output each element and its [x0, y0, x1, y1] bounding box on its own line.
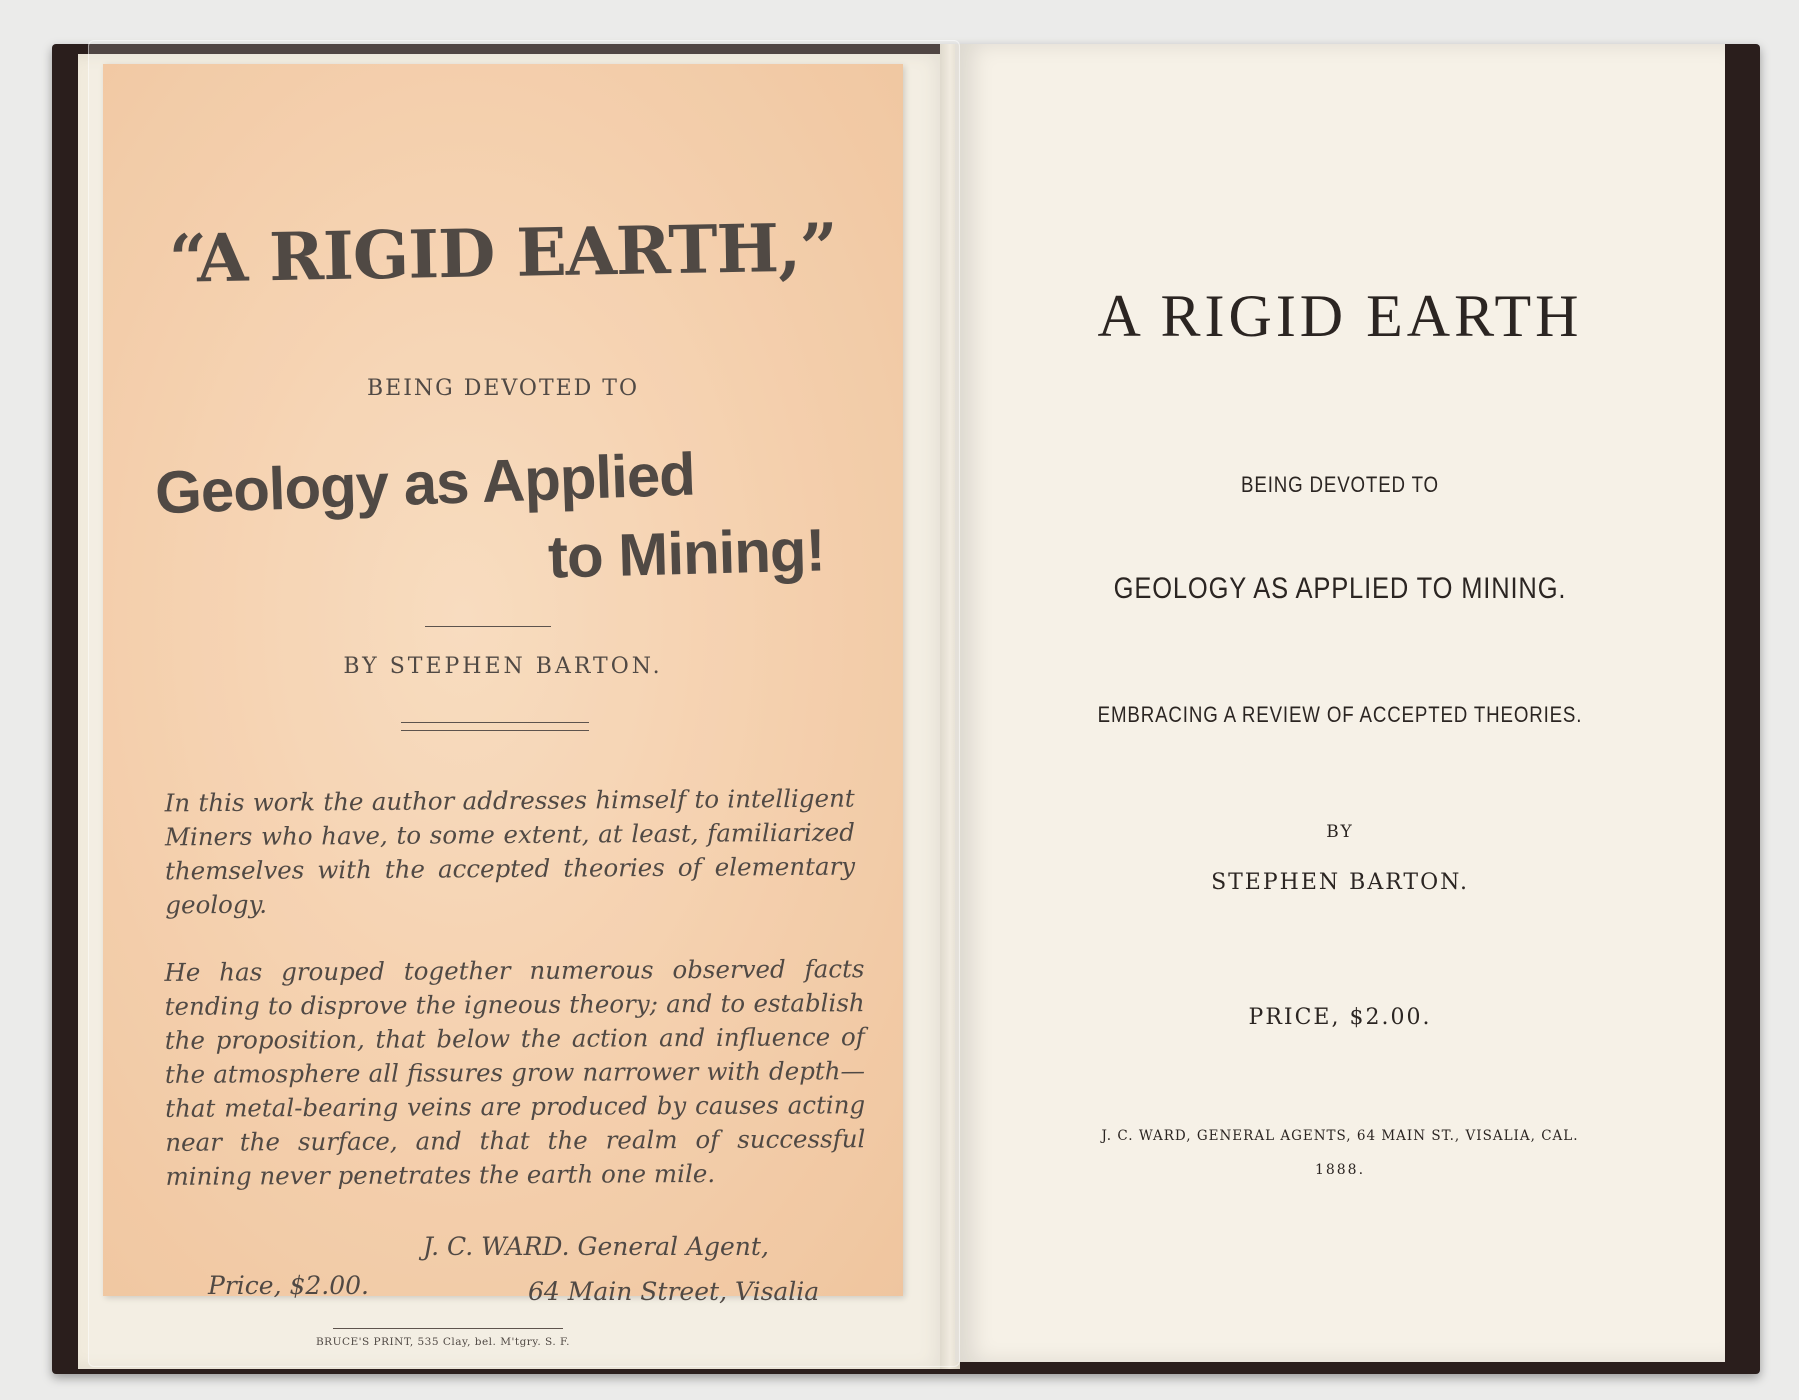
- title-page-embracing: EMBRACING A REVIEW OF ACCEPTED THEORIES.: [1097, 702, 1583, 727]
- flyer-agent: J. C. WARD. General Agent,: [423, 1232, 769, 1261]
- title-page-devoted: BEING DEVOTED TO: [1241, 472, 1439, 497]
- title-page-title: A RIGID EARTH: [1097, 283, 1583, 349]
- flyer-title: “A RIGID EARTH,”: [168, 208, 838, 298]
- flyer-headline-line2: to Mining!: [547, 516, 826, 591]
- flyer-headline-line1: Geology as Applied: [153, 440, 696, 527]
- flyer-address: 64 Main Street, Visalia: [528, 1277, 820, 1306]
- flyer-price: Price, $2.00.: [208, 1271, 369, 1300]
- flyer-subtitle: BEING DEVOTED TO: [366, 376, 640, 401]
- title-page-author: STEPHEN BARTON.: [1211, 870, 1469, 895]
- title-page-subject: GEOLOGY AS APPLIED TO MINING.: [1113, 572, 1567, 605]
- title-page-by: BY: [1326, 822, 1354, 842]
- title-page-publisher: J. C. WARD, GENERAL AGENTS, 64 MAIN ST., VISALIA, CAL.: [1101, 1128, 1579, 1144]
- plastic-sleeve: [88, 40, 960, 1367]
- title-page-year: 1888.: [1314, 1162, 1366, 1178]
- flyer-paragraph-2: He has grouped together numerous observed facts tending to disprove the igneous theory; and to establish the proposition, that below the action and influence of the atmosphere all fissures grow narrower with depth—that metal-bearing veins are produced by causes acting near the surface, and that the realm of successful mining never penetrates the earth one mile.: [164, 954, 866, 1191]
- flyer-printer-imprint: BRUCE'S PRINT, 535 Clay, bel. M'tgry. S. F.: [315, 1336, 571, 1348]
- flyer-byline: BY STEPHEN BARTON.: [343, 654, 663, 679]
- title-page-price: PRICE, $2.00.: [1248, 1005, 1432, 1030]
- flyer-paragraph-1: In this work the author addresses himself to intelligent Miners who have, to some extent, at least, familiarized themselves with the accepted theories of elementary geology.: [164, 783, 856, 920]
